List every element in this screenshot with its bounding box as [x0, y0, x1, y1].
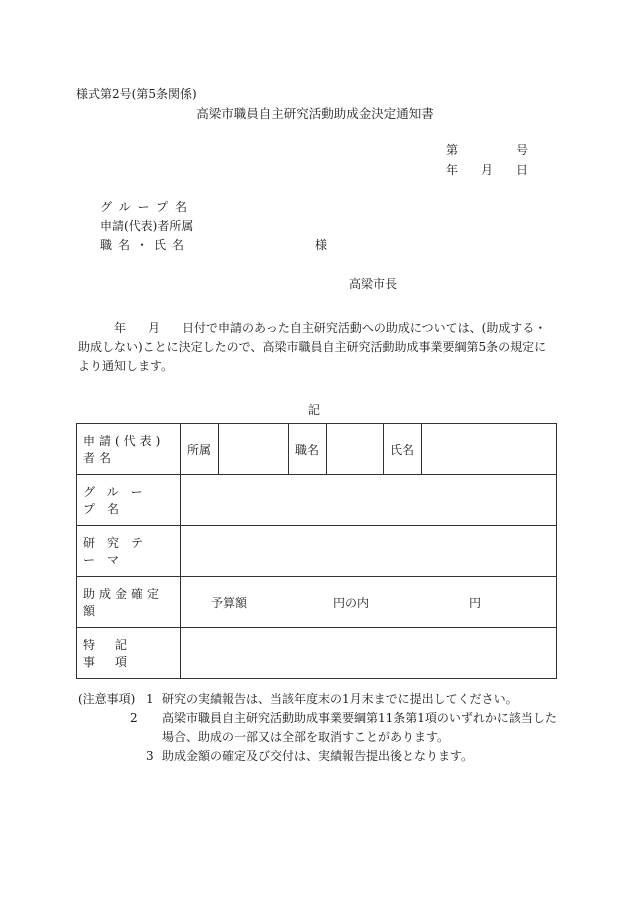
group-name-value[interactable] [181, 475, 557, 526]
body-text: 日付で申請のあった自主研究活動への助成については、(助成する・助成しない)ことに決定したので、高梁市職員自主研究活動助成事業要綱第5条の規定により通知します。 [78, 321, 547, 373]
affiliation-value[interactable] [219, 424, 289, 474]
table-row [77, 424, 557, 475]
special-notes-label: 特記事項 [77, 628, 181, 679]
recipient-applicant-label: 申請(代表)者所属 [100, 219, 194, 233]
of-label: 円の内 [333, 595, 370, 610]
body-paragraph [78, 319, 556, 376]
name-value[interactable] [422, 424, 556, 474]
recipient-group-label: グループ名 [100, 200, 195, 214]
research-theme-value[interactable] [181, 526, 557, 577]
table-row [77, 526, 557, 577]
yen-label: 円 [469, 595, 482, 610]
date-day: 日 [516, 163, 529, 177]
form-number: 様式第2号(第5条関係) [76, 87, 197, 101]
notes-section [78, 690, 568, 766]
budget-label: 予算額 [211, 595, 248, 610]
applicant-name-label: 申請(代表)者名 [77, 424, 181, 475]
date-year: 年 [446, 163, 459, 177]
grant-amount-label: 助成金確定額 [77, 577, 181, 628]
sender-name: 高梁市長 [349, 277, 398, 291]
body-month: 月 [148, 321, 161, 335]
name-label: 氏名 [384, 424, 422, 474]
honorific: 様 [315, 238, 328, 252]
details-table [76, 423, 557, 679]
applicant-subcells [181, 424, 557, 475]
notes-heading: (注意事項) [78, 692, 136, 706]
table-row [77, 577, 557, 628]
doc-number-dai: 第 [446, 143, 459, 157]
affiliation-label: 所属 [181, 424, 219, 474]
position-value[interactable] [327, 424, 384, 474]
group-name-label: グループ名 [77, 475, 181, 526]
research-theme-label: 研究テーマ [77, 526, 181, 577]
note-item: 2 高梁市職員自主研究活動助成事業要綱第11条第1項のいずれかに該当した場合、助成の一部又は全部を取消すことがあります。 [130, 711, 557, 744]
doc-number-go: 号 [516, 143, 529, 157]
note-item: 1 研究の実績報告は、当該年度末の1月末までに提出してください。 [146, 692, 518, 706]
body-year: 年 [114, 321, 127, 335]
document-title: 高梁市職員自主研究活動助成金決定通知書 [196, 106, 434, 121]
special-notes-value[interactable] [181, 628, 557, 679]
note-item: 3 助成金額の確定及び交付は、実績報告提出後となります。 [146, 749, 474, 763]
table-row [77, 475, 557, 526]
position-label: 職名 [289, 424, 327, 474]
ki-heading: 記 [308, 403, 321, 417]
recipient-name-label: 職名・氏名 [100, 238, 191, 252]
date-month: 月 [481, 163, 494, 177]
table-row [77, 628, 557, 679]
grant-amount-value[interactable] [181, 577, 557, 628]
